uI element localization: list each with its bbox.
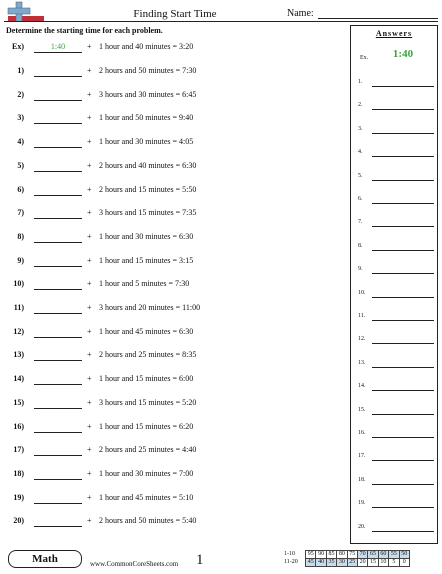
problem-row bbox=[0, 137, 345, 151]
answer-key-line[interactable] bbox=[372, 367, 434, 368]
answer-key-row bbox=[358, 521, 436, 535]
plus-sign: + bbox=[87, 231, 92, 241]
problem-row bbox=[0, 185, 345, 199]
answer-key-row bbox=[358, 333, 436, 347]
problem-text: 3 hours and 15 minutes = 5:20 bbox=[99, 397, 197, 407]
answer-key-line[interactable] bbox=[372, 297, 434, 298]
problem-row bbox=[0, 445, 345, 459]
answer-key-line[interactable] bbox=[372, 437, 434, 438]
answer-key-number: 14. bbox=[358, 383, 366, 390]
answer-blank[interactable] bbox=[34, 100, 82, 101]
problem-row bbox=[0, 256, 345, 270]
score-cell: 45 bbox=[306, 559, 316, 567]
score-range-labels bbox=[284, 550, 298, 566]
problem-row bbox=[0, 327, 345, 341]
problem-number: 12) bbox=[13, 326, 24, 336]
answer-blank[interactable] bbox=[34, 526, 82, 527]
problem-row bbox=[0, 161, 345, 175]
score-cell: 15 bbox=[368, 559, 378, 567]
answer-key-number: 15. bbox=[358, 406, 366, 413]
plus-sign: + bbox=[87, 137, 92, 147]
answer-key-line[interactable] bbox=[372, 273, 434, 274]
problem-number: 7) bbox=[17, 208, 24, 218]
problem-row bbox=[0, 113, 345, 127]
score-cell: 95 bbox=[306, 551, 316, 559]
plus-sign: + bbox=[87, 160, 92, 170]
answer-key-row bbox=[358, 76, 436, 90]
answer-key-row bbox=[358, 310, 436, 324]
answer-key-number: 11. bbox=[358, 313, 366, 319]
plus-sign: + bbox=[87, 445, 92, 455]
header-divider bbox=[4, 21, 438, 22]
problem-row bbox=[0, 516, 345, 530]
problem-text: 2 hours and 40 minutes = 6:30 bbox=[99, 160, 197, 170]
answer-key-row bbox=[358, 427, 436, 441]
problem-row bbox=[0, 232, 345, 246]
answer-key-number: 18. bbox=[358, 476, 366, 483]
answer-key-row bbox=[358, 240, 436, 254]
problem-number: 4) bbox=[17, 137, 24, 147]
answer-key-number: 19. bbox=[358, 500, 366, 507]
problem-text: 1 hour and 45 minutes = 5:10 bbox=[99, 492, 194, 502]
answer-key-number: 2. bbox=[358, 102, 363, 109]
problem-row bbox=[0, 303, 345, 317]
page-number: 1 bbox=[196, 552, 204, 568]
answer-blank[interactable] bbox=[34, 503, 82, 504]
plus-sign: + bbox=[87, 397, 92, 407]
problem-number: 13) bbox=[13, 350, 24, 360]
problem-text: 2 hours and 50 minutes = 7:30 bbox=[99, 66, 197, 75]
problem-number: 6) bbox=[17, 184, 24, 194]
answer-key-row bbox=[358, 380, 436, 394]
problem-number: 1) bbox=[17, 66, 24, 75]
answer-key-row bbox=[358, 287, 436, 301]
plus-sign: + bbox=[87, 279, 92, 289]
answer-key-row bbox=[358, 404, 436, 418]
answer-blank[interactable] bbox=[34, 266, 82, 267]
answer-key-line[interactable] bbox=[372, 203, 434, 204]
example-problem bbox=[0, 42, 345, 56]
problem-text: 1 hour and 30 minutes = 7:00 bbox=[99, 468, 194, 478]
score-cell: 35 bbox=[326, 559, 336, 567]
answer-blank[interactable] bbox=[34, 195, 82, 196]
problem-text: 1 hour and 15 minutes = 3:15 bbox=[99, 255, 194, 265]
answer-key-number: 20. bbox=[358, 523, 366, 530]
problem-number: 5) bbox=[17, 160, 24, 170]
plus-sign: + bbox=[87, 89, 92, 99]
plus-sign: + bbox=[87, 208, 92, 218]
answer-example-label: Ex. bbox=[360, 55, 369, 61]
score-range-2: 11-20 bbox=[284, 559, 298, 565]
site-url: www.CommonCoreSheets.com bbox=[90, 560, 179, 568]
example-text: 1 hour and 40 minutes = 3:20 bbox=[99, 42, 194, 51]
answer-blank[interactable] bbox=[34, 455, 82, 456]
problem-number: 19) bbox=[13, 492, 24, 502]
answer-key-line[interactable] bbox=[372, 180, 434, 181]
problem-number: 11) bbox=[13, 303, 24, 312]
answer-blank[interactable] bbox=[34, 408, 82, 409]
plus-sign: + bbox=[87, 374, 92, 384]
answer-key-line[interactable] bbox=[372, 390, 434, 391]
score-cell: 10 bbox=[378, 559, 388, 567]
score-cell: 60 bbox=[378, 551, 388, 559]
answer-key-row bbox=[358, 193, 436, 207]
answer-key-title: Answers bbox=[375, 29, 413, 38]
answer-key-line[interactable] bbox=[372, 250, 434, 251]
score-cell: 5 bbox=[389, 559, 399, 567]
answer-key-line[interactable] bbox=[372, 226, 434, 227]
answer-key-row bbox=[358, 170, 436, 184]
answer-key-number: 5. bbox=[358, 172, 363, 179]
plus-sign: + bbox=[87, 113, 92, 123]
score-cell: 20 bbox=[357, 559, 367, 567]
problem-text: 1 hour and 15 minutes = 6:20 bbox=[99, 421, 194, 431]
score-cell: 55 bbox=[389, 551, 399, 559]
answer-example-value: 1:40 bbox=[392, 48, 414, 60]
answer-key-row bbox=[358, 474, 436, 488]
name-label: Name: bbox=[287, 8, 314, 19]
score-range-1: 1-10 bbox=[284, 551, 295, 557]
score-cell: 75 bbox=[347, 551, 357, 559]
answer-blank[interactable] bbox=[34, 479, 82, 480]
score-cell: 25 bbox=[347, 559, 357, 567]
problem-row bbox=[0, 493, 345, 507]
problem-row bbox=[0, 469, 345, 483]
answer-blank[interactable] bbox=[34, 313, 82, 314]
answer-key-row bbox=[358, 450, 436, 464]
problem-number: 10) bbox=[13, 279, 24, 289]
answer-key-line[interactable] bbox=[372, 86, 434, 87]
answer-key-row bbox=[358, 123, 436, 137]
answer-key-row bbox=[358, 497, 436, 511]
plus-sign: + bbox=[87, 184, 92, 194]
problem-text: 1 hour and 30 minutes = 6:30 bbox=[99, 231, 194, 241]
answer-key-row bbox=[358, 263, 436, 277]
problem-text: 2 hours and 15 minutes = 5:50 bbox=[99, 184, 197, 194]
page-title: Finding Start Time bbox=[133, 8, 217, 20]
example-answer: 1:40 bbox=[50, 42, 66, 51]
answer-key-number: 9. bbox=[358, 266, 363, 273]
answer-key-number: 6. bbox=[358, 196, 363, 202]
score-cell: 90 bbox=[316, 551, 326, 559]
problem-row bbox=[0, 350, 345, 364]
problem-number: 17) bbox=[13, 445, 24, 455]
answer-key-number: 1. bbox=[358, 79, 363, 85]
problem-row bbox=[0, 422, 345, 436]
problem-text: 2 hours and 25 minutes = 4:40 bbox=[99, 445, 197, 455]
problem-number: 15) bbox=[13, 397, 24, 407]
problem-text: 3 hours and 15 minutes = 7:35 bbox=[99, 208, 197, 218]
plus-sign: + bbox=[87, 66, 92, 75]
answer-key-line[interactable] bbox=[372, 531, 434, 532]
answer-blank[interactable] bbox=[34, 123, 82, 124]
problem-number: 14) bbox=[13, 374, 24, 384]
problem-row bbox=[0, 66, 345, 80]
score-cell: 65 bbox=[368, 551, 378, 559]
answer-blank[interactable] bbox=[34, 171, 82, 172]
problem-number: 2) bbox=[17, 89, 24, 99]
score-row bbox=[306, 559, 410, 567]
answer-key-line[interactable] bbox=[372, 109, 434, 110]
answer-key-line[interactable] bbox=[372, 460, 434, 461]
answer-key-line[interactable] bbox=[372, 414, 434, 415]
answer-blank[interactable] bbox=[34, 432, 82, 433]
answer-key-line[interactable] bbox=[372, 484, 434, 485]
answer-blank[interactable] bbox=[34, 289, 82, 290]
plus-sign: + bbox=[87, 303, 92, 312]
answer-key-number: 7. bbox=[358, 219, 363, 226]
score-cell: 85 bbox=[326, 551, 336, 559]
problem-text: 1 hour and 5 minutes = 7:30 bbox=[99, 279, 190, 289]
answer-key-row bbox=[358, 216, 436, 230]
math-badge: Math bbox=[8, 550, 82, 568]
answer-key-line[interactable] bbox=[372, 320, 434, 321]
answer-key-number: 17. bbox=[358, 453, 366, 460]
plus-sign: + bbox=[87, 42, 92, 51]
problem-number: 9) bbox=[17, 255, 24, 265]
name-field[interactable] bbox=[318, 18, 438, 19]
problem-text: 2 hours and 25 minutes = 8:35 bbox=[99, 350, 197, 360]
plus-sign: + bbox=[87, 326, 92, 336]
answer-key-number: 3. bbox=[358, 125, 363, 132]
problem-number: 18) bbox=[13, 468, 24, 478]
plus-sign: + bbox=[87, 516, 92, 526]
answer-blank[interactable] bbox=[34, 337, 82, 338]
score-cell: 50 bbox=[399, 551, 409, 559]
problem-text: 1 hour and 15 minutes = 6:00 bbox=[99, 374, 194, 384]
answer-key-line[interactable] bbox=[372, 507, 434, 508]
answer-blank[interactable] bbox=[34, 218, 82, 219]
plus-sign: + bbox=[87, 468, 92, 478]
problem-row bbox=[0, 374, 345, 388]
answer-key-number: 4. bbox=[358, 149, 363, 156]
score-cell: 30 bbox=[337, 559, 347, 567]
answer-blank[interactable] bbox=[34, 76, 82, 77]
answer-key-number: 12. bbox=[358, 336, 366, 343]
score-table bbox=[305, 550, 410, 567]
answer-blank[interactable] bbox=[34, 147, 82, 148]
answer-key-number: 16. bbox=[358, 430, 366, 436]
problem-text: 1 hour and 30 minutes = 4:05 bbox=[99, 137, 194, 147]
answer-key-line[interactable] bbox=[372, 343, 434, 344]
example-answer-line bbox=[34, 52, 82, 53]
answer-key-row bbox=[358, 146, 436, 160]
score-cell: 70 bbox=[357, 551, 367, 559]
score-cell: 0 bbox=[399, 559, 409, 567]
problem-text: 3 hours and 20 minutes = 11:00 bbox=[99, 303, 201, 312]
answer-key-number: 13. bbox=[358, 359, 366, 366]
score-cell: 40 bbox=[316, 559, 326, 567]
problem-number: 8) bbox=[17, 231, 24, 241]
problem-text: 1 hour and 50 minutes = 9:40 bbox=[99, 113, 194, 123]
answer-key-line[interactable] bbox=[372, 133, 434, 134]
answer-blank[interactable] bbox=[34, 242, 82, 243]
problem-number: 16) bbox=[13, 421, 24, 431]
answer-key-number: 8. bbox=[358, 242, 363, 249]
problem-row bbox=[0, 398, 345, 412]
answer-blank[interactable] bbox=[34, 384, 82, 385]
answer-key-row bbox=[358, 357, 436, 371]
problem-row bbox=[0, 90, 345, 104]
answer-key-row bbox=[358, 99, 436, 113]
score-cell: 80 bbox=[337, 551, 347, 559]
problem-text: 3 hours and 30 minutes = 6:45 bbox=[99, 89, 197, 99]
instructions: Determine the starting time for each problem. bbox=[6, 26, 163, 35]
problem-row bbox=[0, 279, 345, 293]
plus-sign: + bbox=[87, 421, 92, 431]
score-row bbox=[306, 551, 410, 559]
plus-sign: + bbox=[87, 255, 92, 265]
answer-key-number: 10. bbox=[358, 289, 366, 296]
answer-blank[interactable] bbox=[34, 360, 82, 361]
answer-key-line[interactable] bbox=[372, 156, 434, 157]
example-label: Ex) bbox=[12, 42, 24, 51]
plus-sign: + bbox=[87, 350, 92, 360]
plus-sign: + bbox=[87, 492, 92, 502]
problem-text: 1 hour and 45 minutes = 6:30 bbox=[99, 326, 194, 336]
problem-text: 2 hours and 50 minutes = 5:40 bbox=[99, 516, 197, 526]
problem-row bbox=[0, 208, 345, 222]
problem-number: 3) bbox=[17, 113, 24, 123]
problem-number: 20) bbox=[13, 516, 24, 526]
